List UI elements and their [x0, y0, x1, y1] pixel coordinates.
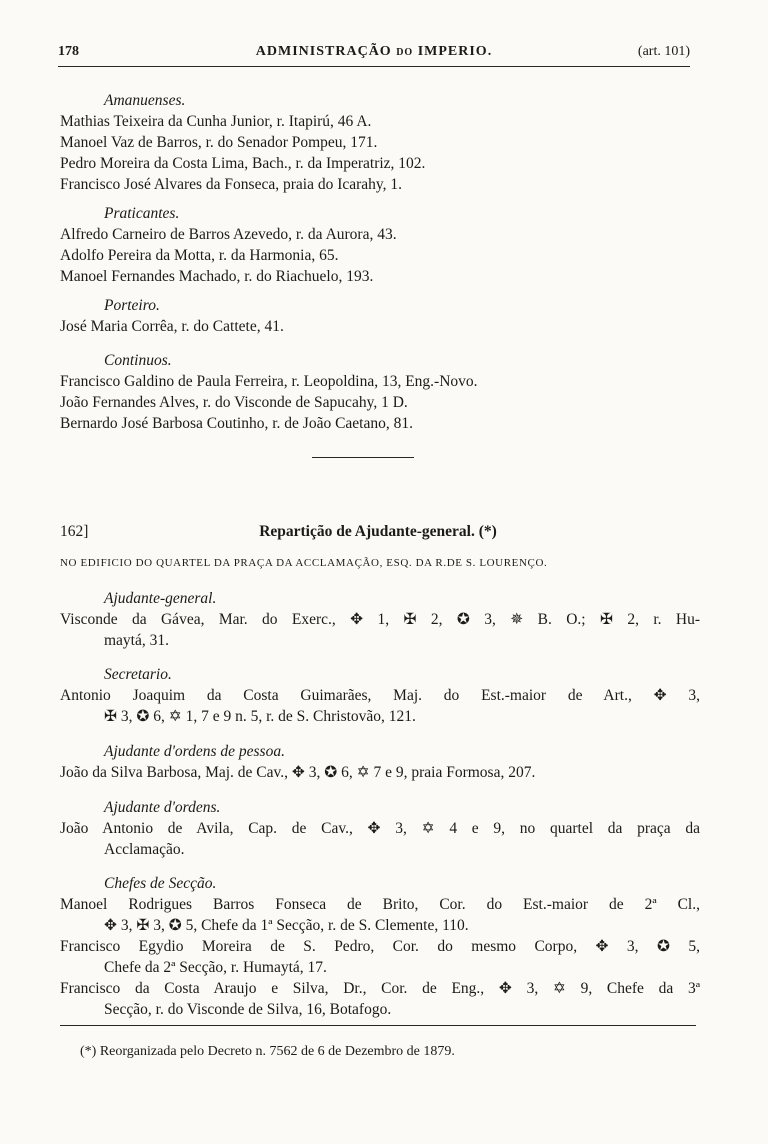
staff-entry: Alfredo Carneiro de Barros Azevedo, r. da Aurora, 43. — [60, 226, 397, 243]
staff-entry: João Antonio de Avila, Cap. de Cav., ✥ 3, ✡ 4 e 9, no quartel da praça da — [60, 820, 700, 837]
staff-entry-continuation: ✥ 3, ✠ 3, ✪ 5, Chefe da 1ª Secção, r. de S. Clemente, 110. — [104, 917, 469, 934]
staff-entry-continuation: maytá, 31. — [104, 632, 169, 649]
section-title: Repartição de Ajudante-general. (*) — [259, 523, 497, 540]
header-rule — [58, 66, 690, 67]
group-continuos — [60, 350, 700, 434]
section-subtitle: NO EDIFICIO DO QUARTEL DA PRAÇA DA ACCLAMAÇÃO, ESQ. DA R.DE S. LOURENÇO. — [60, 557, 548, 569]
group-praticantes — [60, 203, 700, 287]
staff-entry: Francisco José Alvares da Fonseca, praia do Icarahy, 1. — [60, 176, 403, 193]
header-title: ADMINISTRAÇÃO do IMPERIO. — [255, 44, 493, 59]
group-amanuenses — [60, 90, 700, 195]
footnote: (*) Reorganizada pelo Decreto n. 7562 de 6 de Dezembro de 1879. — [80, 1044, 455, 1059]
staff-entry: José Maria Corrêa, r. do Cattete, 41. — [60, 318, 284, 335]
staff-entry: Bernardo José Barbosa Coutinho, r. de João Caetano, 81. — [60, 415, 413, 432]
section-heading — [60, 523, 696, 545]
group-ajudante-ordens-pessoa — [60, 741, 700, 783]
staff-entry: Adolfo Pereira da Motta, r. da Harmonia, 65. — [60, 247, 339, 264]
role-heading: Continuos. — [104, 352, 172, 369]
group-ajudante-ordens — [60, 797, 700, 860]
staff-entry: Pedro Moreira da Costa Lima, Bach., r. da Imperatriz, 102. — [60, 155, 426, 172]
staff-entry: Francisco Egydio Moreira de S. Pedro, Cor. do mesmo Corpo, ✥ 3, ✪ 5, — [60, 938, 700, 955]
footnote-rule — [60, 1025, 696, 1026]
role-heading: Praticantes. — [104, 205, 180, 222]
staff-entry: Manoel Vaz de Barros, r. do Senador Pompeu, 171. — [60, 134, 378, 151]
role-heading: Ajudante-general. — [104, 590, 217, 607]
staff-entry-continuation: Chefe da 2ª Secção, r. Humaytá, 17. — [104, 959, 327, 976]
staff-entry-continuation: ✠ 3, ✪ 6, ✡ 1, 7 e 9 n. 5, r. de S. Christovão, 121. — [104, 708, 416, 725]
running-header — [58, 44, 690, 66]
page-number: 178 — [58, 44, 79, 59]
staff-entry: Francisco Galdino de Paula Ferreira, r. Leopoldina, 13, Eng.-Novo. — [60, 373, 478, 390]
role-heading: Secretario. — [104, 666, 172, 683]
group-secretario — [60, 664, 700, 727]
role-heading: Chefes de Secção. — [104, 875, 217, 892]
section-number: 162] — [60, 523, 89, 540]
role-heading: Amanuenses. — [104, 92, 186, 109]
staff-entry: João da Silva Barbosa, Maj. de Cav., ✥ 3, ✪ 6, ✡ 7 e 9, praia Formosa, 207. — [60, 764, 536, 781]
group-porteiro — [60, 295, 700, 337]
staff-entry: Mathias Teixeira da Cunha Junior, r. Itapirú, 46 A. — [60, 113, 372, 130]
role-heading: Porteiro. — [104, 297, 160, 314]
group-ajudante-general — [60, 588, 700, 651]
staff-entry-continuation: Secção, r. do Visconde de Silva, 16, Botafogo. — [104, 1001, 392, 1018]
staff-entry: Antonio Joaquim da Costa Guimarães, Maj. do Est.-maior de Art., ✥ 3, — [60, 687, 700, 704]
staff-entry: Manoel Fernandes Machado, r. do Riachuelo, 193. — [60, 268, 374, 285]
staff-entry: Francisco da Costa Araujo e Silva, Dr., Cor. de Eng., ✥ 3, ✡ 9, Chefe da 3ª — [60, 980, 700, 997]
staff-entry: João Fernandes Alves, r. do Visconde de Sapucahy, 1 D. — [60, 394, 408, 411]
section-divider — [312, 457, 414, 458]
staff-entry: Visconde da Gávea, Mar. do Exerc., ✥ 1, ✠ 2, ✪ 3, ✵ B. O.; ✠ 2, r. Hu- — [60, 611, 700, 628]
header-article-ref: (art. 101) — [637, 44, 690, 59]
group-chefes-seccao — [60, 873, 700, 1020]
staff-entry: Manoel Rodrigues Barros Fonseca de Brito, Cor. do Est.-maior de 2ª Cl., — [60, 896, 700, 913]
role-heading: Ajudante d'ordens. — [104, 799, 221, 816]
staff-entry-continuation: Acclamação. — [104, 841, 185, 858]
role-heading: Ajudante d'ordens de pessoa. — [104, 743, 285, 760]
